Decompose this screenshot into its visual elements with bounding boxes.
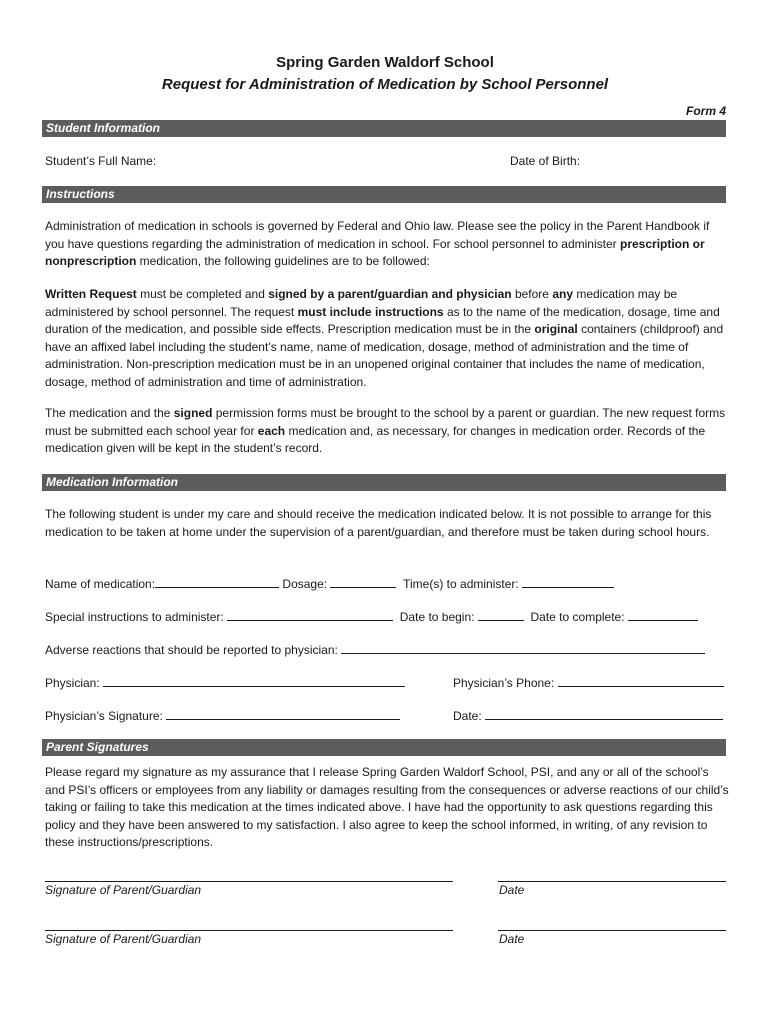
physician-signature-row [45,707,400,724]
parent-date-line-2[interactable] [498,930,726,931]
parent-statement: Please regard my signature as my assurance that I release Spring Garden Waldorf School, PSI, and any or all of the school’s and PSI’s officers or employees from any liability or damages resulting from the consequences or adverse reactions of our child’s taking or failing to take this medication at the times indicated above. I have had the opportunity to ask questions regarding this policy and they have been answered to my satisfaction. I also agree to keep the school informed, in writing, of any revision to these instructions/prescriptions. [45,765,729,849]
medication-intro: The following student is under my care and should receive the medication indicated below. It is not possible to arrange for this medication to be taken at home under the supervision of a parent/guardian, and therefore must be taken during school hours. [45,507,712,539]
times-field[interactable] [522,575,614,588]
adverse-reactions-field[interactable] [341,641,705,654]
parent-signature-label-2: Signature of Parent/Guardian [45,932,202,946]
dosage-field[interactable] [330,575,396,588]
times-label: Time(s) to administer: [403,577,519,591]
date-begin-field[interactable] [478,608,524,621]
instructions-paragraph-3: The medication and the signed permission forms must be brought to the school by a parent or guardian. The new request forms must be submitted each school year for each medication and, as necessary, for changes in medication order. Records of the medication given will be kept in the student’s record. [45,406,726,455]
medication-name-row [45,575,614,592]
section-medication-information: Medication Information [42,474,726,491]
physician-phone-field[interactable] [558,674,724,687]
physician-date-label: Date: [453,709,482,723]
instructions-paragraph-2: Written Request must be completed and signed by a parent/guardian and physician before any medication may be administered by school personnel. The request must include instructions as to the name of the medication, dosage, time and duration of the medication, and possible side effects. Prescription medication must be in the original containers (childproof) and have an affixed label including the student’s name, name of medication, dosage, method of administration and the time of administration. Non-prescription medication must be in an unopened original container that includes the name of medication, dosage, method of administration and time of administration. [45,287,724,389]
physician-phone-row [453,674,724,691]
medication-name-label: Name of medication: [45,577,156,591]
physician-row [45,674,405,691]
adverse-reactions-label: Adverse reactions that should be reported to physician: [45,643,338,657]
form-title: Request for Administration of Medication by School Personnel [161,76,609,93]
physician-signature-label: Physician’s Signature: [45,709,163,723]
physician-field[interactable] [103,674,405,687]
parent-date-label-1: Date [499,883,525,897]
date-complete-label: Date to complete: [530,610,625,624]
physician-phone-label: Physician’s Phone: [453,676,555,690]
parent-signature-line-1[interactable] [45,881,453,882]
section-student-information: Student Information [42,120,726,137]
physician-signature-field[interactable] [166,707,400,720]
section-parent-signatures: Parent Signatures [42,739,726,756]
section-instructions: Instructions [42,186,726,203]
instructions-paragraph-1: Administration of medication in schools is governed by Federal and Ohio law. Please see the policy in the Parent Handbook if you have questions regarding the administration of medication in school. For school personnel to administer prescription or nonprescription medication, the following guidelines are to be followed: [45,219,710,268]
parent-signature-label-1: Signature of Parent/Guardian [45,883,202,897]
physician-date-row [453,707,723,724]
date-complete-field[interactable] [628,608,698,621]
special-instructions-row [45,608,698,625]
parent-date-line-1[interactable] [498,881,726,882]
medication-name-field[interactable] [155,575,279,588]
dosage-label: Dosage: [282,577,328,591]
school-name: Spring Garden Waldorf School [276,54,494,71]
special-instructions-label: Special instructions to administer: [45,610,224,624]
form-number: Form 4 [685,104,726,118]
date-begin-label: Date to begin: [399,610,475,624]
parent-date-label-2: Date [499,932,525,946]
student-full-name-label: Student’s Full Name: [45,154,157,168]
adverse-reactions-row [45,641,705,658]
physician-date-field[interactable] [485,707,723,720]
physician-label: Physician: [45,676,100,690]
special-instructions-field[interactable] [227,608,393,621]
parent-signature-line-2[interactable] [45,930,453,931]
date-of-birth-label: Date of Birth: [510,154,581,168]
